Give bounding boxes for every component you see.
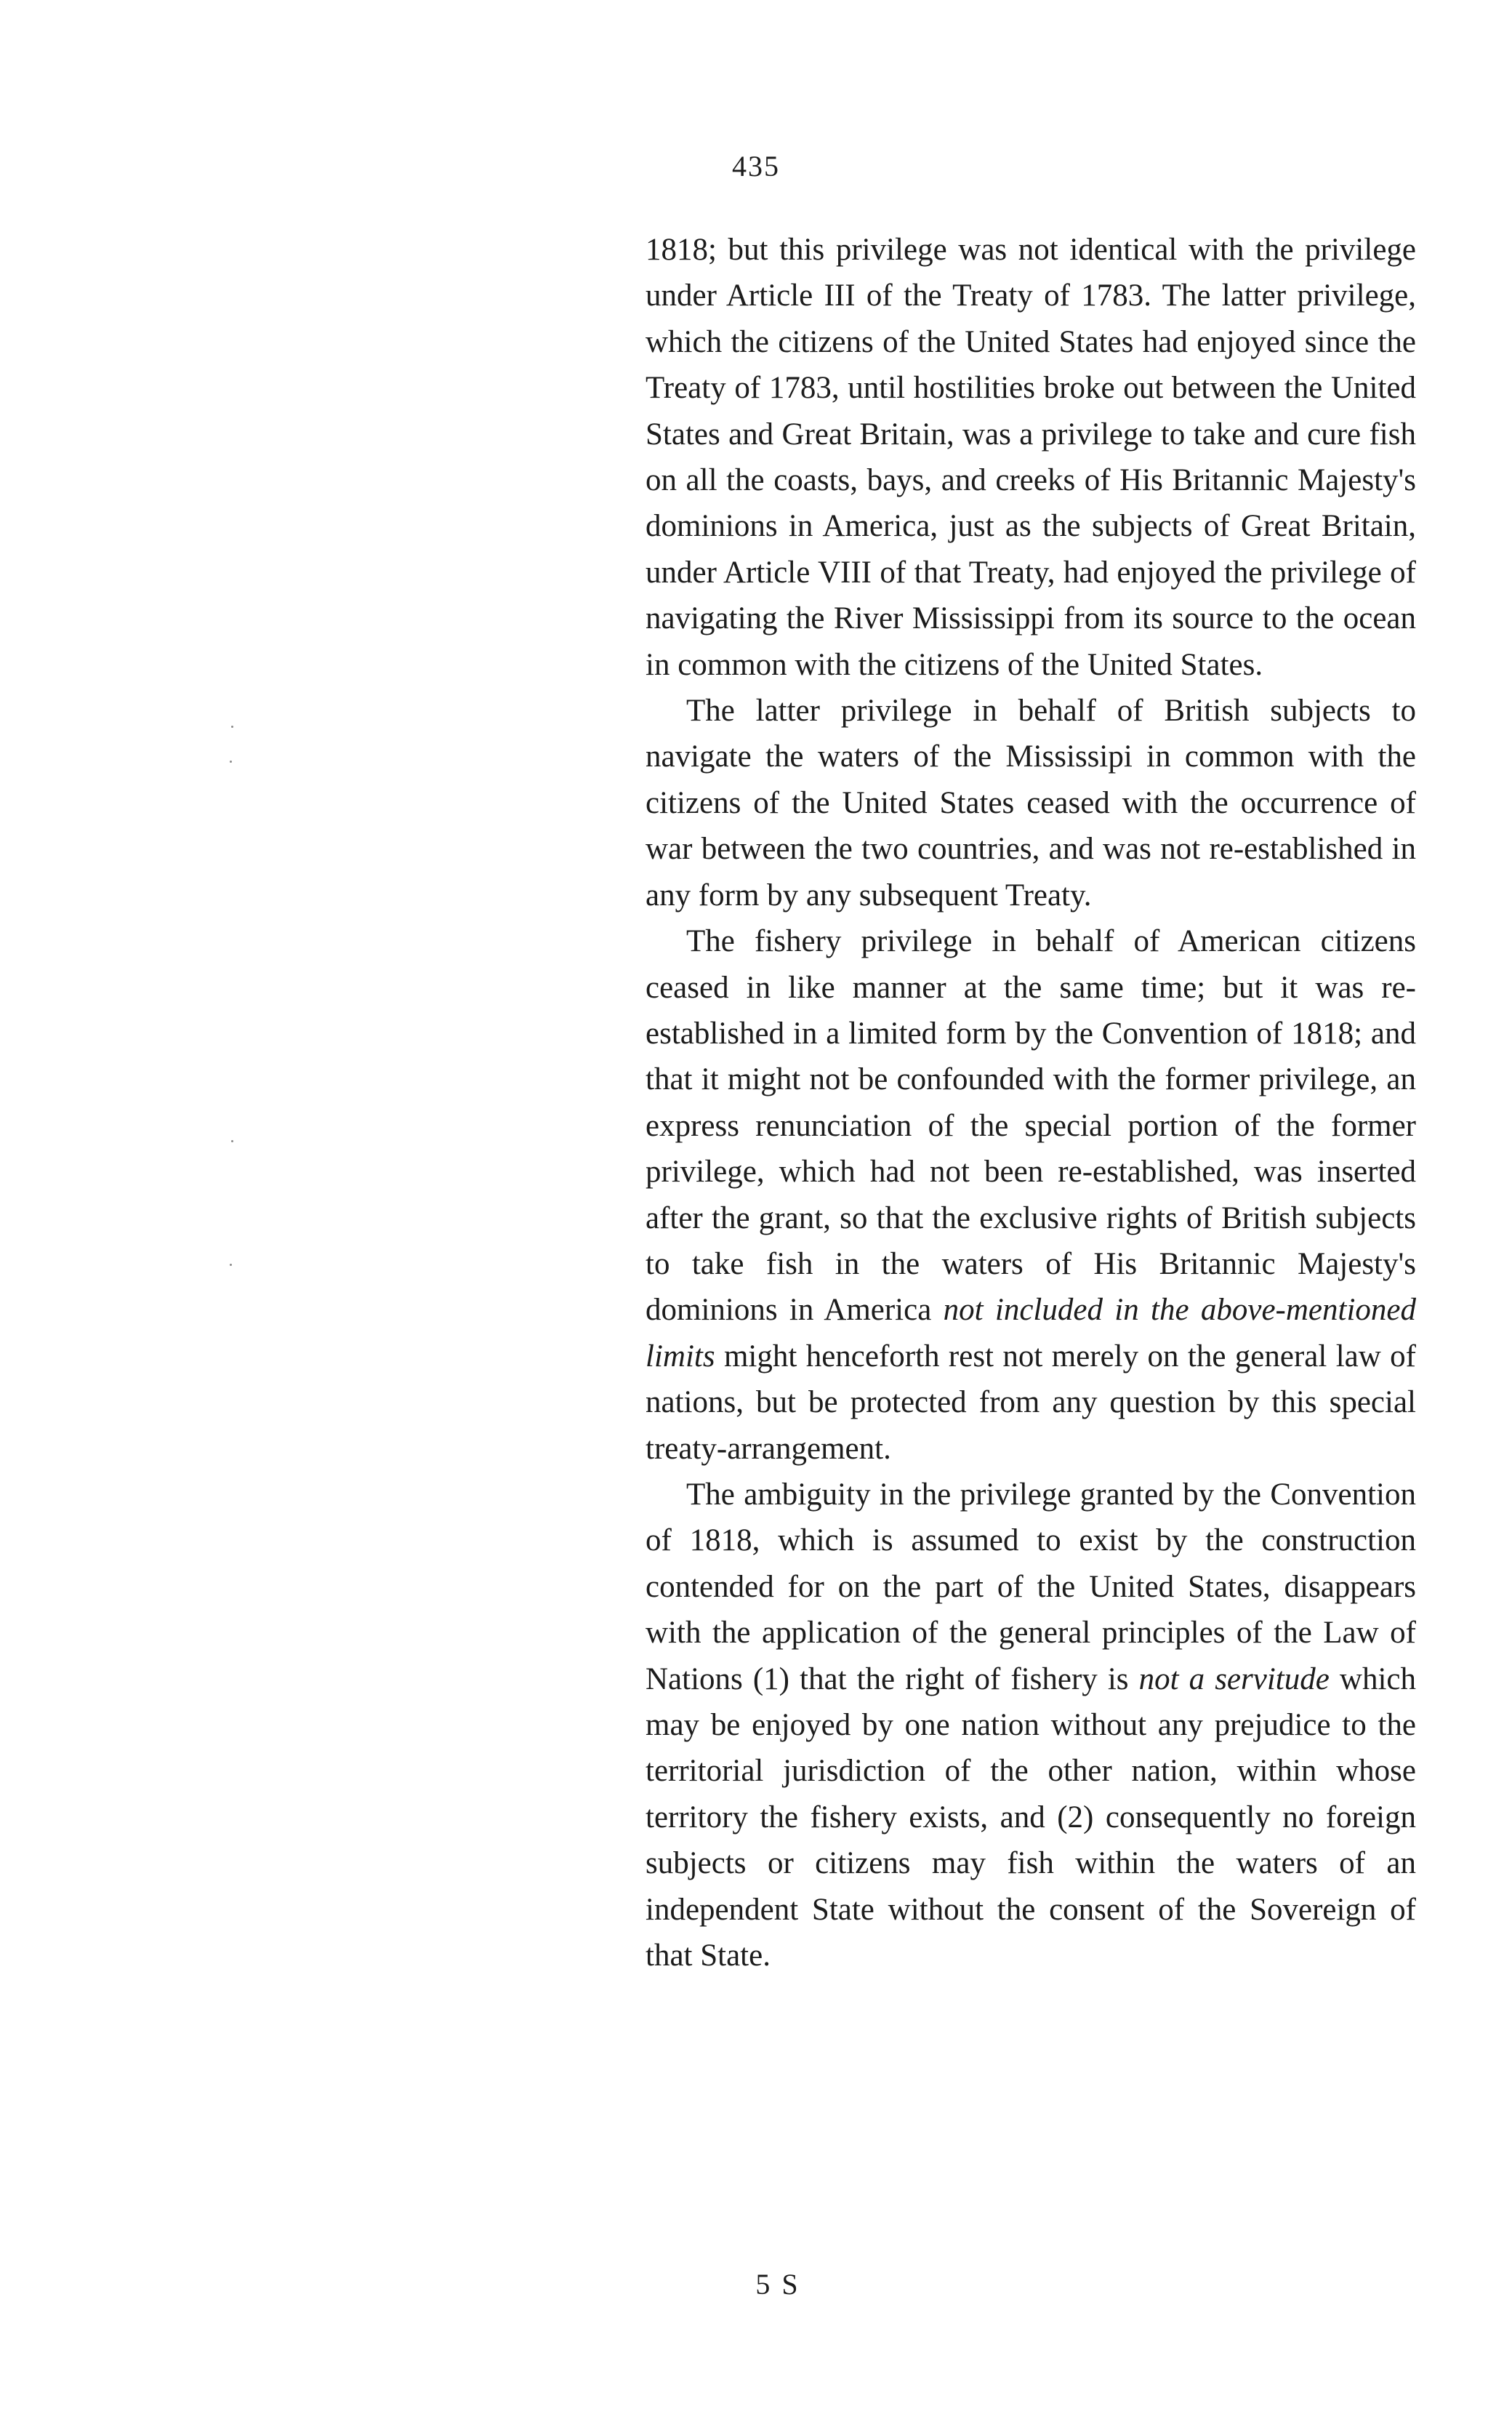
paragraph: [646, 688, 1416, 918]
text-run: might henceforth rest not merely on the general law of nations, but be protected from any question by this special treaty-arrangement.: [646, 1339, 1416, 1466]
paragraph: [646, 1472, 1416, 1978]
body-text: [646, 227, 1416, 1978]
text-run: The ambiguity in the privilege granted by the Convention of 1818, which is assumed to exist by the construction contended for on the part of the United States, disappears with the application of the general principles of the Law of Nations (1) that the right of fishery is: [646, 1477, 1416, 1696]
margin-speck: [230, 761, 232, 763]
text-run: which may be enjoyed by one nation without any prejudice to the territorial jurisdiction of the other nation, within whose territory the fishery exists, and (2) consequently no foreign subjects or citizens may fish within the waters of an independent State without the consent of the Sovereign of that State.: [646, 1661, 1416, 1973]
margin-speck: [231, 726, 233, 728]
text-run: The fishery privilege in behalf of American citizens ceased in like manner at the same time; but it was re-established in a limited form by the Convention of 1818; and that it might not be confounded with the former privilege, an express renunciation of the special portion of the former privilege, which had not been re-established, was inserted after the grant, so that the exclusive rights of British subjects to take fish in the waters of His Britannic Majesty's dominions in America: [646, 924, 1416, 1328]
margin-speck: [230, 1264, 232, 1266]
text-run: 1818; but this privilege was not identical with the privilege under Article III of the Treaty of 1783. The latter privilege, which the citizens of the United States had enjoyed since the Treaty of 1783, until hostilities broke out between the United States and Great Britain, was a privilege to take and cure fish on all the coasts, bays, and creeks of His Britannic Majesty's dominions in America, just as the subjects of Great Britain, under Article VIII of that Treaty, had enjoyed the privilege of navigating the River Mississippi from its source to the ocean in common with the citizens of the United States.: [646, 233, 1416, 682]
text-run: The latter privilege in behalf of British subjects to navigate the waters of the Mississipi in common with the citizens of the United States ceased with the occurrence of war between the two countries, and was not re-established in any form by any subsequent Treaty.: [646, 694, 1416, 913]
margin-speck: [231, 1140, 233, 1142]
paragraph: [646, 918, 1416, 1472]
signature-mark: 5 S: [755, 2268, 800, 2301]
italic-text-run: not a servitude: [1138, 1661, 1330, 1696]
italic-text-run: not included in the above-mentioned limits: [646, 1293, 1416, 1374]
paragraph: [646, 227, 1416, 688]
page-number: 435: [732, 150, 780, 183]
